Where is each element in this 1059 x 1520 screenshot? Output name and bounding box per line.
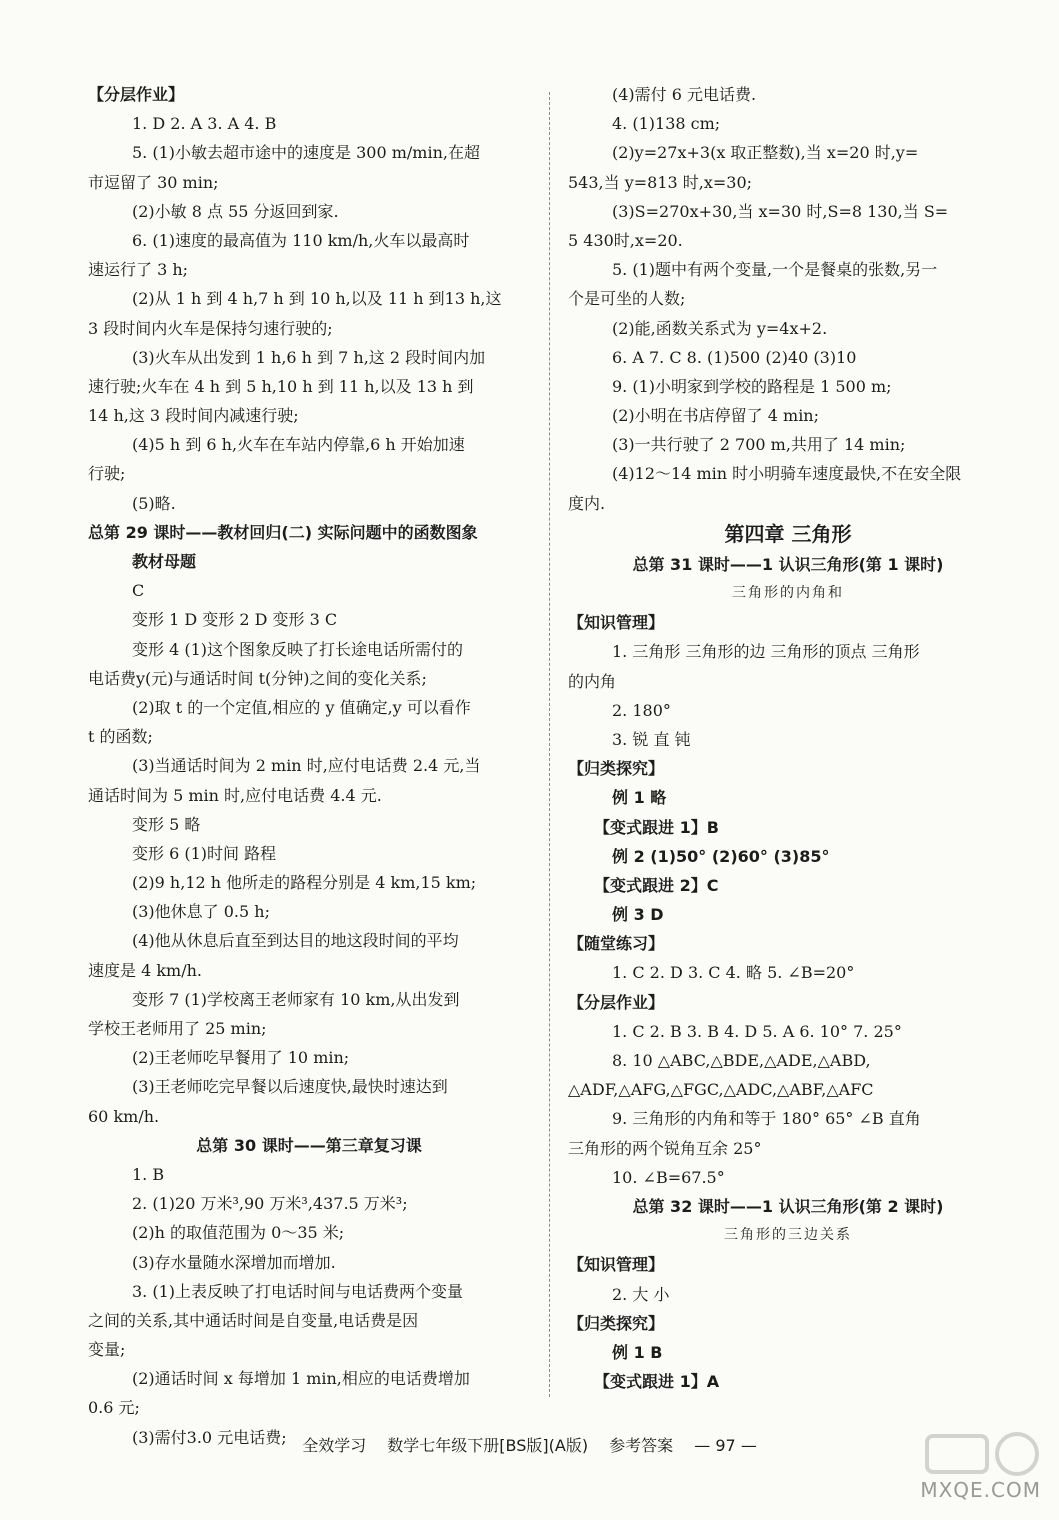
left-text-line: 6. (1)速度的最高值为 110 km/h,火车以最高时 — [132, 230, 470, 250]
footer-brand: 全效学习 — [302, 1436, 367, 1455]
left-text-line: (2)通话时间 x 每增加 1 min,相应的电话费增加 — [132, 1369, 470, 1389]
right-text-line: 例 2 (1)50° (2)60° (3)85° — [612, 846, 830, 866]
footer-section: 参考答案 — [609, 1436, 674, 1455]
right-text-line: 【变式跟进 1】B — [594, 817, 719, 837]
left-text-line: 速运行了 3 h; — [88, 260, 189, 280]
left-text-line: 1. B — [132, 1164, 165, 1184]
left-text-line: 变形 5 略 — [132, 814, 201, 834]
right-text-line: (2)y=27x+3(x 取正整数),当 x=20 时,y= — [612, 143, 919, 163]
right-text-line: 【变式跟进 1】A — [594, 1372, 720, 1392]
left-text-line: 3. (1)上表反映了打电话时间与电话费两个变量 — [132, 1281, 464, 1301]
right-text-line: 2. 大 小 — [612, 1284, 670, 1304]
left-text-line: (3)需付3.0 元电话费; — [132, 1427, 287, 1447]
left-text-line: (3)王老师吃完早餐以后速度快,最快时速达到 — [132, 1077, 448, 1097]
left-text-line: (3)存水量随水深增加而增加. — [132, 1252, 336, 1272]
left-text-line: 变形 7 (1)学校离王老师家有 10 km,从出发到 — [132, 989, 460, 1009]
right-text-line: 9. (1)小明家到学校的路程是 1 500 m; — [612, 376, 892, 396]
right-text-line: 543,当 y=813 时,x=30; — [568, 172, 753, 192]
right-text-line: △ADF,△AFG,△FGC,△ADC,△ABF,△AFC — [568, 1080, 874, 1100]
left-text-line: 通话时间为 5 min 时,应付电话费 4.4 元. — [88, 785, 382, 805]
right-text-line: (4)需付 6 元电话费. — [612, 85, 757, 104]
column-divider — [549, 92, 550, 1397]
right-text-line: 【变式跟进 2】C — [594, 875, 719, 895]
left-text-line: 速度是 4 km/h. — [88, 960, 203, 980]
right-text-line: 【归类探究】 — [568, 1313, 665, 1333]
right-text-line: 例 1 略 — [612, 788, 667, 808]
left-text-line: (2)9 h,12 h 他所走的路程分别是 4 km,15 km; — [132, 873, 477, 893]
left-text-line: 教材母题 — [132, 552, 197, 571]
right-text-line: 【随堂练习】 — [568, 934, 665, 954]
left-text-line: (2)从 1 h 到 4 h,7 h 到 10 h,以及 11 h 到13 h,这 — [132, 289, 502, 309]
right-text-line: 【知识管理】 — [568, 1255, 665, 1275]
left-text-line: 电话费y(元)与通话时间 t(分钟)之间的变化关系; — [88, 668, 427, 688]
right-text-line: 【归类探究】 — [568, 759, 665, 779]
right-text-line: 1. C 2. D 3. C 4. 略 5. ∠B=20° — [612, 963, 855, 983]
right-text-line: 三角形的两个锐角互余 25° — [568, 1138, 762, 1158]
right-text-line: 3. 锐 直 钝 — [612, 729, 691, 749]
right-text-line: 1. 三角形 三角形的边 三角形的顶点 三角形 — [612, 642, 920, 662]
right-text-line: 2. 180° — [612, 700, 671, 720]
left-text-line: (4)他从休息后直至到达目的地这段时间的平均 — [132, 931, 459, 951]
right-text-line: 【分层作业】 — [568, 992, 665, 1012]
right-text-line: 三角形的内角和 — [732, 585, 844, 601]
left-text-line: 市逗留了 30 min; — [88, 172, 219, 192]
right-text-line: 总第 32 课时——1 认识三角形(第 2 课时) — [632, 1196, 944, 1216]
watermark-text: MXQE.COM — [920, 1478, 1041, 1502]
left-text-line: C — [132, 581, 145, 601]
left-text-line: 变量; — [88, 1340, 126, 1360]
left-text-line: (2)王老师吃早餐用了 10 min; — [132, 1048, 350, 1068]
left-text-line: (4)5 h 到 6 h,火车在车站内停靠,6 h 开始加速 — [132, 435, 465, 455]
left-text-line: 总第 29 课时——教材回归(二) 实际问题中的函数图象 — [88, 522, 478, 542]
left-text-line: 60 km/h. — [88, 1106, 160, 1126]
left-text-line: 总第 30 课时——第三章复习课 — [196, 1135, 422, 1155]
footer-book-title: 数学七年级下册[BS版](A版) — [387, 1436, 589, 1455]
right-text-line: 总第 31 课时——1 认识三角形(第 1 课时) — [632, 554, 944, 574]
left-text-line: 变形 4 (1)这个图象反映了打长途电话所需付的 — [132, 639, 464, 659]
left-text-line: (3)他休息了 0.5 h; — [132, 902, 270, 922]
left-text-line: (2)h 的取值范围为 0～35 米; — [132, 1223, 345, 1243]
right-text-line: 【知识管理】 — [568, 613, 665, 633]
left-text-line: (3)火车从出发到 1 h,6 h 到 7 h,这 2 段时间内加 — [132, 347, 486, 367]
left-column — [88, 80, 530, 1452]
left-text-line: 变形 6 (1)时间 路程 — [132, 843, 277, 863]
right-text-line: 第四章 三角形 — [724, 521, 852, 546]
right-text-line: (2)小明在书店停留了 4 min; — [612, 406, 820, 426]
right-text-line: (3)S=270x+30,当 x=30 时,S=8 130,当 S= — [612, 201, 949, 221]
left-text-line: 【分层作业】 — [88, 85, 185, 104]
left-text-line: 行驶; — [88, 464, 126, 484]
left-text-line: 变形 1 D 变形 2 D 变形 3 C — [132, 610, 338, 630]
left-text-line: 3 段时间内火车是保持匀速行驶的; — [88, 318, 333, 338]
right-text-line: 个是可坐的人数; — [568, 289, 686, 309]
left-text-line: (3)当通话时间为 2 min 时,应付电话费 2.4 元,当 — [132, 756, 481, 776]
right-text-line: (3)一共行驶了 2 700 m,共用了 14 min; — [612, 435, 906, 455]
right-text-line: 5 430时,x=20. — [568, 230, 683, 250]
page-footer — [0, 1433, 1059, 1456]
left-text-line: (2)取 t 的一个定值,相应的 y 值确定,y 可以看作 — [132, 697, 471, 717]
left-text-line: 0.6 元; — [88, 1398, 140, 1418]
right-text-line: (2)能,函数关系式为 y=4x+2. — [612, 318, 828, 338]
left-text-line: 2. (1)20 万米³,90 万米³,437.5 万米³; — [132, 1194, 408, 1214]
left-text-line: 1. D 2. A 3. A 4. B — [132, 114, 277, 134]
right-text-line: 的内角 — [568, 671, 617, 691]
page-number: — 97 — — [694, 1436, 757, 1455]
left-text-line: t 的函数; — [88, 727, 153, 747]
right-text-line: 6. A 7. C 8. (1)500 (2)40 (3)10 — [612, 347, 857, 367]
right-text-line: 8. 10 △ABC,△BDE,△ADE,△ABD, — [612, 1051, 871, 1070]
right-text-line: 例 1 B — [612, 1342, 663, 1362]
right-text-line: 10. ∠B=67.5° — [612, 1167, 725, 1187]
right-text-line: 三角形的三边关系 — [724, 1227, 852, 1244]
right-text-line: 9. 三角形的内角和等于 180° 65° ∠B 直角 — [612, 1109, 921, 1129]
left-text-line: 5. (1)小敏去超市途中的速度是 300 m/min,在超 — [132, 143, 480, 163]
right-text-line: 度内. — [568, 493, 606, 513]
left-text-line: (5)略. — [132, 493, 176, 513]
right-column — [568, 80, 1008, 1396]
right-text-line: (4)12～14 min 时小明骑车速度最快,不在安全限 — [612, 464, 962, 484]
left-text-line: (2)小敏 8 点 55 分返回到家. — [132, 201, 339, 221]
left-text-line: 14 h,这 3 段时间内减速行驶; — [88, 406, 299, 426]
left-text-line: 学校王老师用了 25 min; — [88, 1019, 267, 1038]
left-text-line: 速行驶;火车在 4 h 到 5 h,10 h 到 11 h,以及 13 h 到 — [88, 376, 474, 396]
right-text-line: 5. (1)题中有两个变量,一个是餐桌的张数,另一 — [612, 260, 938, 280]
right-text-line: 4. (1)138 cm; — [612, 114, 721, 134]
left-text-line: 之间的关系,其中通话时间是自变量,电话费是因 — [88, 1310, 419, 1330]
right-text-line: 1. C 2. B 3. B 4. D 5. A 6. 10° 7. 25° — [612, 1021, 902, 1041]
right-text-line: 例 3 D — [612, 905, 664, 925]
